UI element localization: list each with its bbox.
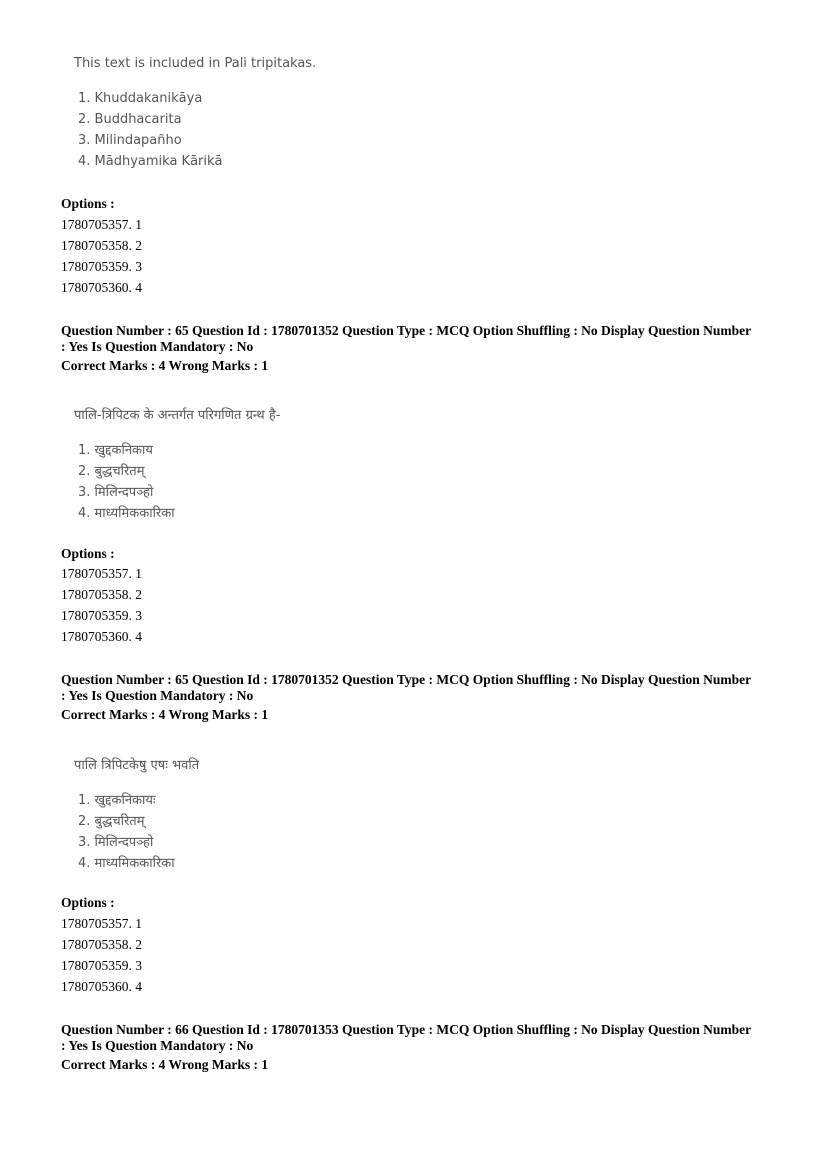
option-line: 1780705360. 4 [61, 629, 142, 644]
question-meta [61, 672, 781, 723]
question-meta [61, 1022, 781, 1073]
option-line: 1780705359. 3 [61, 958, 142, 973]
options-heading: Options : [61, 895, 115, 910]
marks-line: Correct Marks : 4 Wrong Marks : 1 [61, 1057, 269, 1072]
question-choice: 4. माध्यमिककारिका [78, 856, 175, 871]
option-line: 1780705359. 3 [61, 608, 142, 623]
question-prompt: पालि त्रिपिटकेषु एषः भवति [74, 758, 200, 773]
question-choice: 3. मिलिन्दपञ्हो [78, 835, 154, 850]
option-line: 1780705358. 2 [61, 587, 142, 602]
question-choice: 2. Buddhacarita [78, 112, 182, 127]
question-meta-line: Question Number : 65 Question Id : 1780701352 Question Type : MCQ Option Shuffling : No Display Question Number [61, 672, 752, 687]
question-prompt: पालि-त्रिपिटक के अन्तर्गत परिगणित ग्रन्थ है- [74, 408, 281, 423]
question-choice: 3. मिलिन्दपञ्हो [78, 485, 154, 500]
option-line: 1780705358. 2 [61, 238, 142, 253]
question-choice: 4. Mādhyamika Kārikā [78, 154, 223, 169]
question-choice: 4. माध्यमिककारिका [78, 506, 175, 521]
question-choice: 1. खुद्दकनिकाय [78, 443, 153, 458]
question-meta-line: : Yes Is Question Mandatory : No [61, 339, 254, 354]
option-line: 1780705360. 4 [61, 979, 142, 994]
question-meta-line: : Yes Is Question Mandatory : No [61, 1038, 254, 1053]
question-choice: 1. Khuddakanikāya [78, 91, 203, 106]
marks-line: Correct Marks : 4 Wrong Marks : 1 [61, 358, 269, 373]
question-choice: 3. Milindapañho [78, 133, 182, 148]
question-choice: 2. बुद्धचरितम् [78, 464, 145, 479]
option-line: 1780705360. 4 [61, 280, 142, 295]
question-meta [61, 323, 781, 374]
option-line: 1780705357. 1 [61, 217, 142, 232]
option-line: 1780705357. 1 [61, 916, 142, 931]
option-line: 1780705357. 1 [61, 566, 142, 581]
option-line: 1780705359. 3 [61, 259, 142, 274]
option-line: 1780705358. 2 [61, 937, 142, 952]
options-heading: Options : [61, 546, 115, 561]
question-meta-line: Question Number : 65 Question Id : 1780701352 Question Type : MCQ Option Shuffling : No Display Question Number [61, 323, 752, 338]
options-heading: Options : [61, 196, 115, 211]
question-meta-line: Question Number : 66 Question Id : 1780701353 Question Type : MCQ Option Shuffling : No Display Question Number [61, 1022, 752, 1037]
question-meta-line: : Yes Is Question Mandatory : No [61, 688, 254, 703]
marks-line: Correct Marks : 4 Wrong Marks : 1 [61, 707, 269, 722]
question-choice: 1. खुद्दकनिकायः [78, 793, 156, 808]
question-choice: 2. बुद्धचरितम् [78, 814, 145, 829]
question-prompt: This text is included in Pali tripitakas. [74, 56, 317, 71]
